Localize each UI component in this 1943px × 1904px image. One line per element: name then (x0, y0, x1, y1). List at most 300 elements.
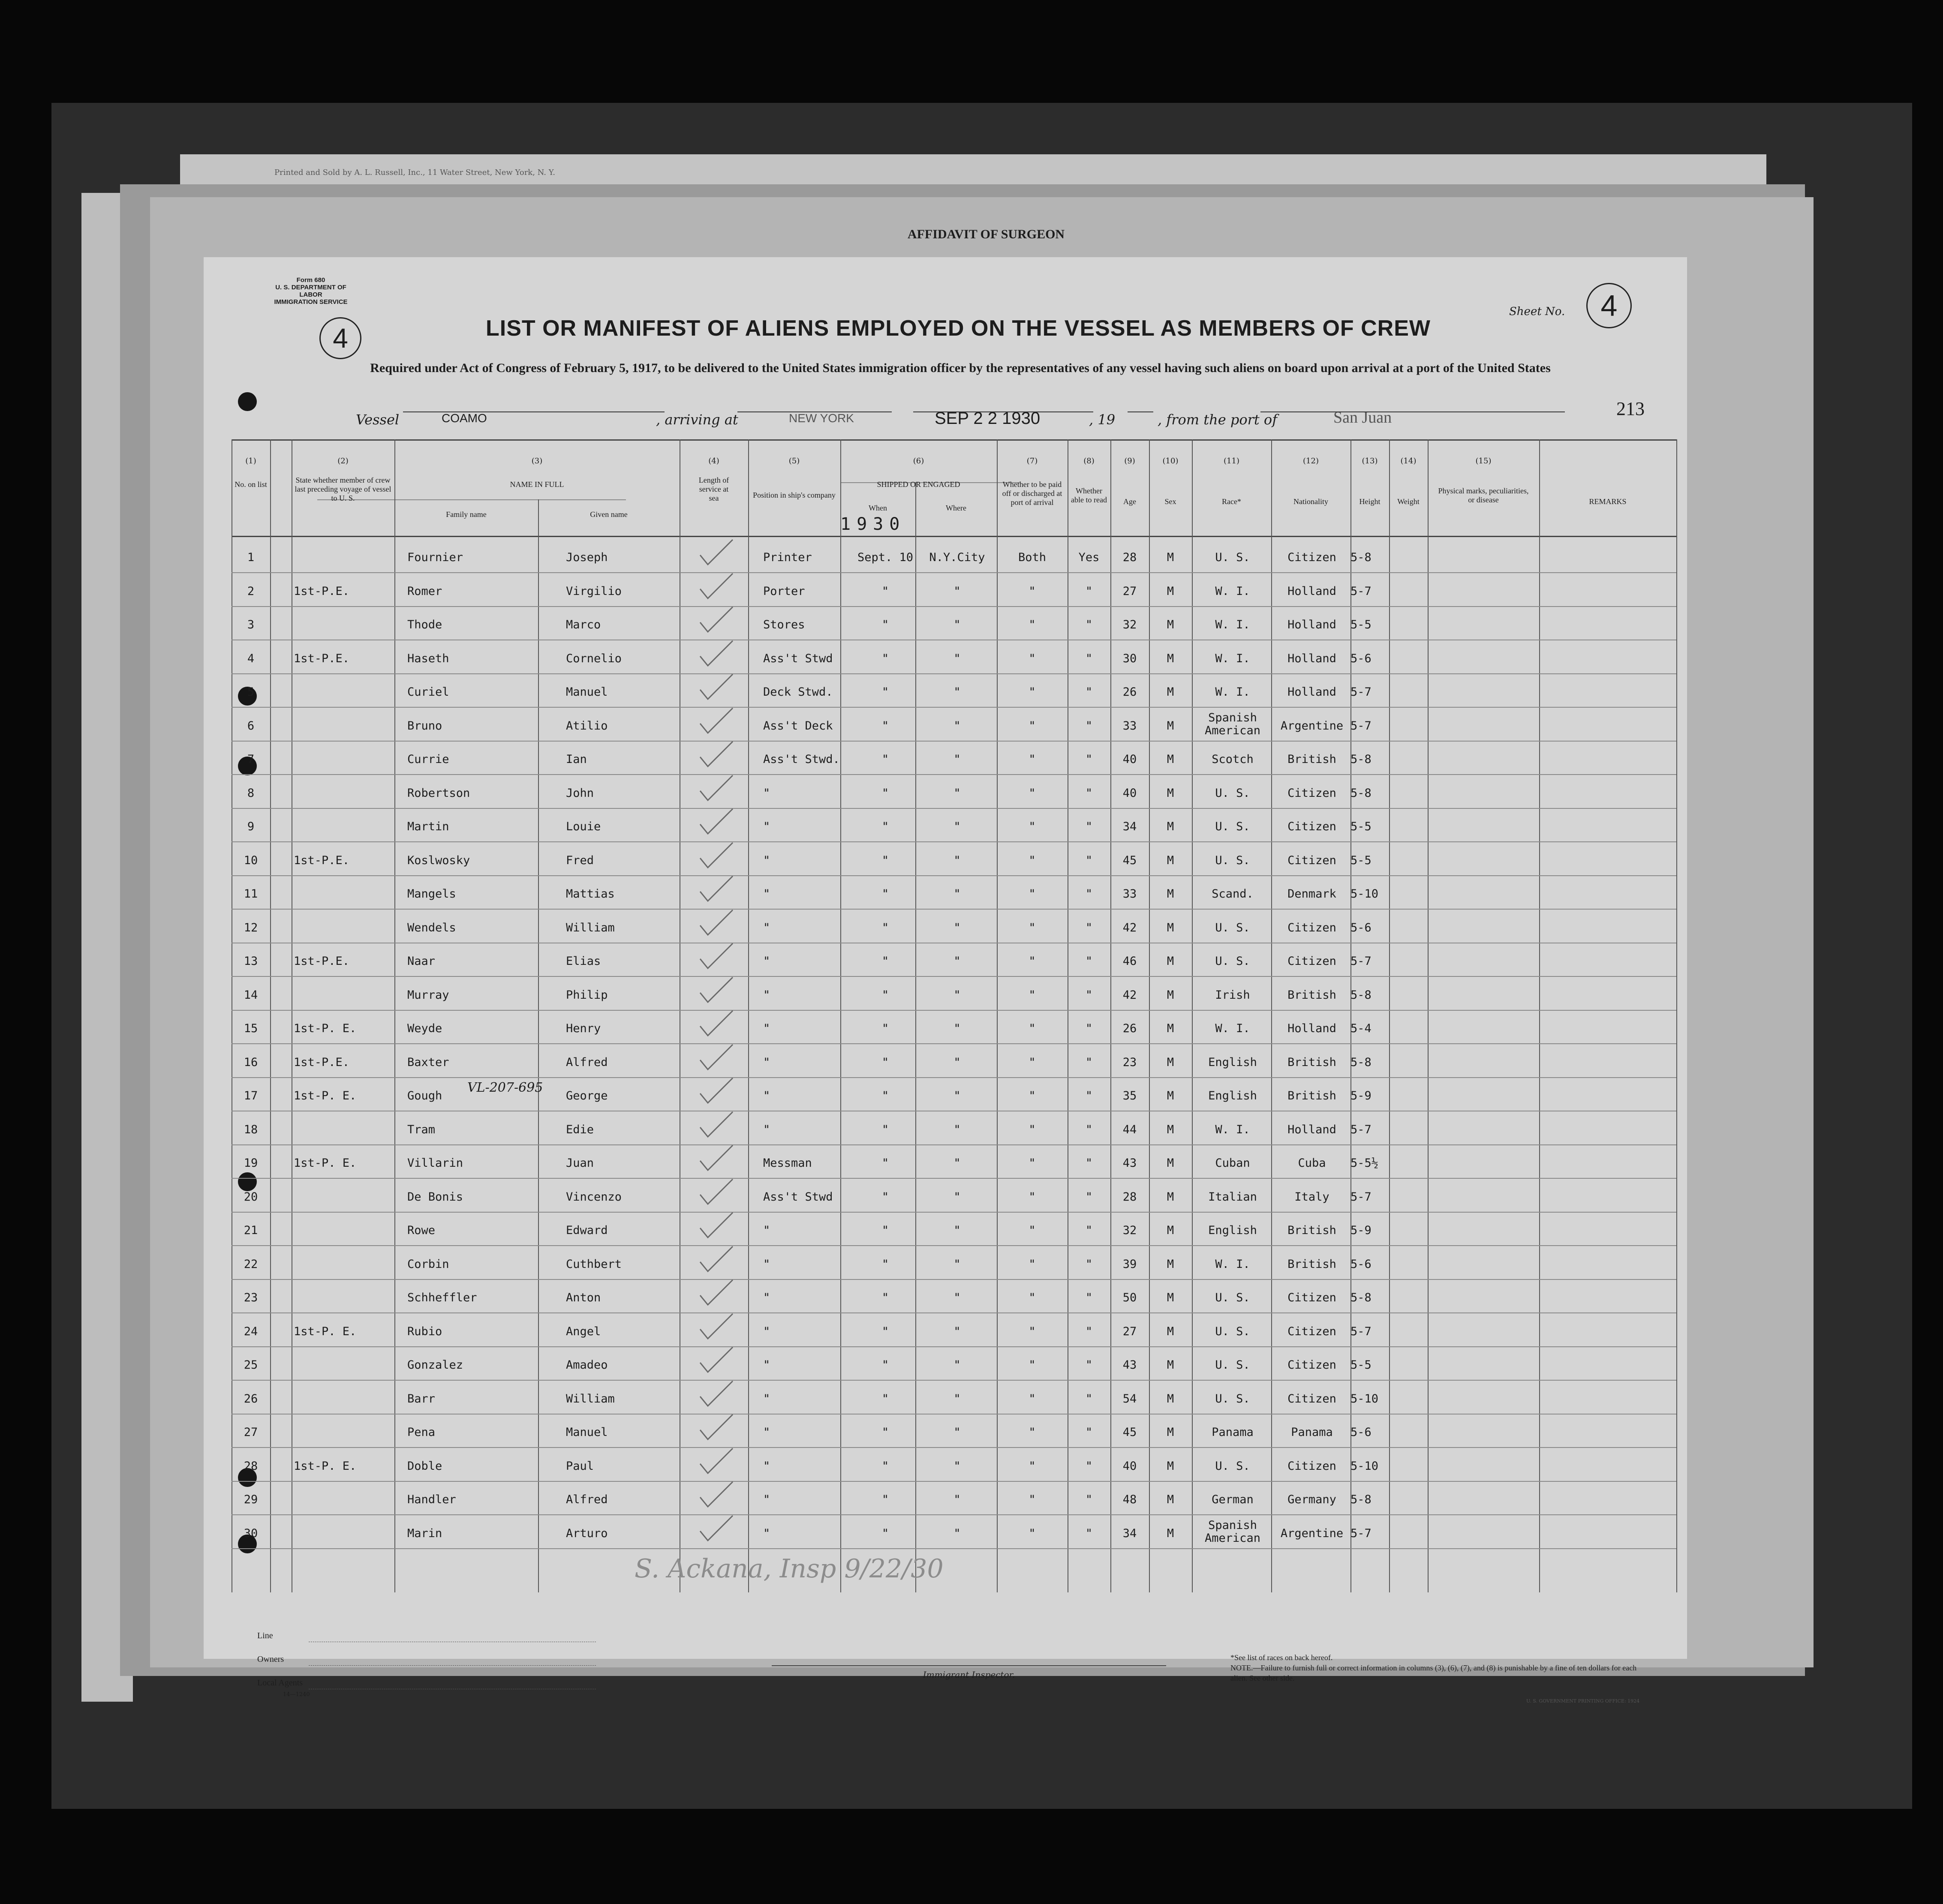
department: U. S. DEPARTMENT OF LABOR (275, 284, 346, 298)
cell-where: " (953, 1123, 961, 1136)
cell-paid: " (1029, 955, 1036, 968)
cell-age: 27 (1122, 584, 1137, 598)
cell-given: William (566, 1392, 615, 1405)
col-head-remarks: REMARKS (1589, 497, 1627, 506)
col-head-weight: Weight (1397, 497, 1420, 506)
cell-given: Fred (566, 853, 594, 867)
cell-race: W. I. (1215, 652, 1250, 665)
cell-position: Ass't Deck (763, 719, 833, 733)
cell-sex: M (1167, 1291, 1174, 1304)
cell-given: William (566, 921, 615, 934)
cell-sex: M (1167, 988, 1174, 1002)
cell-given: Cornelio (566, 652, 622, 665)
cell-nationality: British (1287, 1055, 1336, 1069)
handwritten-note: VL-207-695 (467, 1080, 543, 1095)
owners-underline (309, 1665, 596, 1666)
printer-line: Printed and Sold by A. L. Russell, Inc., 11 Water Street, New York, N. Y. (274, 168, 555, 177)
cell-family: Robertson (407, 786, 470, 800)
agents-code: 14—1240 (283, 1691, 310, 1698)
cell-where: " (953, 1022, 961, 1035)
page-number: 213 (1616, 398, 1645, 419)
cell-read: " (1085, 1224, 1093, 1237)
sheet-label: Sheet No. (1509, 305, 1565, 318)
check-mark-icon (697, 1379, 735, 1409)
cell-race: W. I. (1215, 584, 1250, 598)
cell-family: Handler (407, 1493, 456, 1506)
cell-sex: M (1167, 1089, 1174, 1102)
cell-paid: " (1029, 584, 1036, 598)
cell-read: " (1085, 584, 1093, 598)
cell-position: " (763, 1022, 770, 1035)
cell-given: Edie (566, 1123, 594, 1136)
cell-where: " (953, 1224, 961, 1237)
cell-when: " (881, 786, 889, 800)
cell-no: 12 (244, 921, 258, 934)
cell-race: W. I. (1215, 1022, 1250, 1035)
check-mark-icon (697, 774, 735, 804)
cell-height: 5-8 (1350, 1493, 1372, 1506)
col-number-9: (9) (1124, 456, 1135, 465)
cell-position: Ass't Stwd. (763, 753, 840, 766)
col-head-position: Position in ship's company (753, 491, 836, 499)
cell-nationality: Holland (1287, 685, 1336, 699)
cell-paid: " (1029, 1358, 1036, 1372)
cell-family: Naar (407, 955, 436, 968)
cell-when: " (881, 1324, 889, 1338)
cell-race: W. I. (1215, 685, 1250, 699)
sheet-mark-right: 4 (1586, 283, 1632, 328)
cell-where: " (953, 584, 961, 598)
header-bottom-rule (232, 536, 1676, 537)
cell-sex: M (1167, 652, 1174, 665)
col-rule (1149, 439, 1150, 1592)
cell-paid: " (1029, 1055, 1036, 1069)
cell-when: " (881, 584, 889, 598)
cell-nationality: Cuba (1298, 1156, 1326, 1170)
cell-no: 26 (244, 1392, 258, 1405)
check-mark-icon (697, 706, 735, 736)
row-rule (232, 1346, 1676, 1347)
cell-when: " (881, 1493, 889, 1506)
cell-position: " (763, 1324, 770, 1338)
cell-family: Wendels (407, 921, 456, 934)
cell-age: 28 (1122, 1190, 1137, 1204)
cell-race: U. S. (1215, 955, 1250, 968)
year-underline (1128, 411, 1153, 412)
col-head-nationality: Nationality (1293, 497, 1328, 506)
cell-race: U. S. (1215, 551, 1250, 564)
cell-nationality: British (1287, 1257, 1336, 1271)
cell-position: " (763, 820, 770, 833)
cell-family: Gough (407, 1089, 442, 1102)
cell-when: " (881, 1291, 889, 1304)
row-rule (232, 1481, 1676, 1482)
cell-height: 5-8 (1350, 551, 1372, 564)
row-rule (232, 1447, 1676, 1448)
cell-position: " (763, 1459, 770, 1473)
cell-height: 5-6 (1350, 921, 1372, 934)
cell-height: 5-5½ (1350, 1156, 1379, 1170)
cell-age: 34 (1122, 1526, 1137, 1540)
service: IMMIGRATION SERVICE (274, 298, 348, 306)
cell-race: Cuban (1215, 1156, 1250, 1170)
cell-age: 28 (1122, 551, 1137, 564)
cell-where: " (953, 820, 961, 833)
cell-sex: M (1167, 551, 1174, 564)
check-mark-icon (697, 807, 735, 837)
row-rule (232, 1212, 1676, 1213)
cell-height: 5-5 (1350, 618, 1372, 631)
cell-height: 5-6 (1350, 1426, 1372, 1439)
cell-race: U. S. (1215, 1358, 1250, 1372)
cell-family: Mangels (407, 887, 456, 901)
col-number-6: (6) (913, 456, 924, 465)
cell-no: 20 (244, 1190, 258, 1204)
cell-age: 46 (1122, 955, 1137, 968)
col-rule (997, 439, 998, 1592)
cell-no: 16 (244, 1055, 258, 1069)
cell-race: W. I. (1215, 618, 1250, 631)
cell-height: 5-10 (1350, 887, 1379, 901)
cell-age: 33 (1122, 887, 1137, 901)
row-rule (232, 741, 1676, 742)
cell-when: " (881, 719, 889, 733)
col-rule (1389, 439, 1390, 1592)
cell-nationality: Citizen (1287, 551, 1336, 564)
cell-status: 1st-P. E. (294, 1459, 357, 1473)
cell-where: N.Y.City (929, 551, 985, 564)
check-mark-icon (697, 1245, 735, 1275)
cell-given: Atilio (566, 719, 608, 733)
cell-family: Haseth (407, 652, 449, 665)
cell-no: 22 (244, 1257, 258, 1271)
cell-position: " (763, 1257, 770, 1271)
col-rule (1350, 439, 1351, 1592)
cell-position: Porter (763, 584, 805, 598)
col-number-3: (3) (531, 456, 543, 465)
punch-hole (238, 392, 257, 411)
col-head-age: Age (1123, 497, 1136, 506)
check-mark-icon (697, 1345, 735, 1375)
cell-nationality: Citizen (1287, 955, 1336, 968)
cell-where: " (953, 988, 961, 1002)
col-head-when: When (869, 504, 887, 512)
cell-read: Yes (1078, 551, 1100, 564)
col-rule (538, 499, 539, 1592)
col-head-height: Height (1359, 497, 1381, 506)
cell-position: Stores (763, 618, 805, 631)
col-head-where: Where (946, 504, 966, 512)
cell-height: 5-7 (1350, 1123, 1372, 1136)
cell-sex: M (1167, 955, 1174, 968)
cell-where: " (953, 618, 961, 631)
cell-no: 24 (244, 1324, 258, 1338)
page-title: LIST OR MANIFEST OF ALIENS EMPLOYED ON THE VESSEL AS MEMBERS OF CREW (486, 316, 1431, 341)
col-number-14: (14) (1400, 456, 1417, 465)
cell-paid: " (1029, 1291, 1036, 1304)
check-mark-icon (697, 874, 735, 904)
cell-race: Panama (1212, 1426, 1254, 1439)
arrival-date-stamp: SEP 2 2 1930 (935, 409, 1041, 428)
cell-race: Spanish American (1204, 1518, 1261, 1545)
col-rule (1428, 439, 1429, 1592)
col-number-4: (4) (708, 456, 719, 465)
cell-family: Baxter (407, 1055, 449, 1069)
check-mark-icon (697, 1447, 735, 1477)
cell-read: " (1085, 1156, 1093, 1170)
check-mark-icon (697, 740, 735, 770)
row-rule (232, 606, 1676, 607)
cell-paid: Both (1018, 551, 1047, 564)
cell-where: " (953, 719, 961, 733)
cell-where: " (953, 1493, 961, 1506)
cell-given: Alfred (566, 1055, 608, 1069)
cell-race: U. S. (1215, 1324, 1250, 1338)
cell-position: " (763, 1055, 770, 1069)
cell-position: " (763, 1358, 770, 1372)
cell-no: 19 (244, 1156, 258, 1170)
cell-race: English (1208, 1224, 1257, 1237)
cell-where: " (953, 1156, 961, 1170)
cell-read: " (1085, 1493, 1093, 1506)
cell-paid: " (1029, 1392, 1036, 1405)
cell-age: 23 (1122, 1055, 1137, 1069)
cell-position: " (763, 786, 770, 800)
footnote (1230, 1652, 1642, 1683)
cell-nationality: Citizen (1287, 1392, 1336, 1405)
cell-age: 44 (1122, 1123, 1137, 1136)
cell-when: Sept. 10 (857, 551, 914, 564)
cell-where: " (953, 1257, 961, 1271)
cell-height: 5-5 (1350, 1358, 1372, 1372)
cell-when: " (881, 1459, 889, 1473)
cell-no: 5 (247, 685, 255, 699)
cell-height: 5-5 (1350, 853, 1372, 867)
cell-race: U. S. (1215, 921, 1250, 934)
cell-position: " (763, 1392, 770, 1405)
subtitle: Required under Act of Congress of February 5, 1917, to be delivered to the United States immigration officer by the representatives of any vessel having such aliens on board upon arrival at a port of the United States (370, 361, 1551, 375)
row-rule (232, 808, 1676, 809)
cell-given: Angel (566, 1324, 601, 1338)
cell-age: 26 (1122, 685, 1137, 699)
cell-sex: M (1167, 1123, 1174, 1136)
col-rule (1539, 439, 1540, 1592)
cell-given: George (566, 1089, 608, 1102)
col-head-physical: Physical marks, peculiarities, or disease (1438, 487, 1529, 504)
arriving-at: NEW YORK (789, 411, 854, 425)
cell-given: Virgilio (566, 584, 622, 598)
cell-nationality: Denmark (1287, 887, 1336, 901)
col-head-family: Family name (446, 510, 487, 519)
cell-status: 1st-P. E. (294, 1022, 357, 1035)
cell-race: English (1208, 1055, 1257, 1069)
cell-race: U. S. (1215, 786, 1250, 800)
cell-age: 27 (1122, 1324, 1137, 1338)
row-rule (232, 1312, 1676, 1313)
cell-no: 8 (247, 786, 255, 800)
cell-age: 54 (1122, 1392, 1137, 1405)
check-mark-icon (697, 1211, 735, 1241)
cell-nationality: British (1287, 753, 1336, 766)
check-mark-icon (697, 1076, 735, 1106)
cell-nationality: Germany (1287, 1493, 1336, 1506)
check-mark-icon (697, 605, 735, 635)
date-underline (913, 411, 1093, 412)
col-number-10: (10) (1162, 456, 1179, 465)
col-number-8: (8) (1083, 456, 1095, 465)
cell-where: " (953, 786, 961, 800)
col-number-11: (11) (1224, 456, 1239, 465)
cell-read: " (1085, 820, 1093, 833)
cell-where: " (953, 1526, 961, 1540)
row-rule (232, 1077, 1676, 1078)
cell-position: Deck Stwd. (763, 685, 833, 699)
cell-given: Elias (566, 955, 601, 968)
cell-race: Scotch (1212, 753, 1254, 766)
cell-when: " (881, 753, 889, 766)
cell-position: " (763, 921, 770, 934)
col-rule (1192, 439, 1193, 1592)
cell-sex: M (1167, 1190, 1174, 1204)
cell-status: 1st-P.E. (294, 1055, 350, 1069)
cell-family: Rowe (407, 1224, 436, 1237)
cell-given: Joseph (566, 551, 608, 564)
cell-paid: " (1029, 1123, 1036, 1136)
cell-race: Scand. (1212, 887, 1254, 901)
cell-no: 11 (244, 887, 258, 901)
row-rule (232, 976, 1676, 977)
cell-no: 6 (247, 719, 255, 733)
cell-when: " (881, 1089, 889, 1102)
cell-status: 1st-P.E. (294, 584, 350, 598)
cell-no: 4 (247, 652, 255, 665)
cell-age: 40 (1122, 753, 1137, 766)
check-mark-icon (697, 976, 735, 1006)
form-number: Form 680 (296, 276, 325, 284)
cell-nationality: British (1287, 1224, 1336, 1237)
cell-race: W. I. (1215, 1123, 1250, 1136)
cell-position: " (763, 853, 770, 867)
check-mark-icon (697, 572, 735, 602)
cell-position: " (763, 1493, 770, 1506)
cell-age: 45 (1122, 1426, 1137, 1439)
cell-paid: " (1029, 618, 1036, 631)
cell-read: " (1085, 1324, 1093, 1338)
cell-paid: " (1029, 1257, 1036, 1271)
port-underline (1260, 411, 1565, 412)
cell-sex: M (1167, 887, 1174, 901)
cell-read: " (1085, 988, 1093, 1002)
cell-race: Italian (1208, 1190, 1257, 1204)
cell-paid: " (1029, 1156, 1036, 1170)
cell-read: " (1085, 618, 1093, 631)
cell-height: 5-8 (1350, 1291, 1372, 1304)
cell-read: " (1085, 1257, 1093, 1271)
cell-given: Arturo (566, 1526, 608, 1540)
cell-when: " (881, 921, 889, 934)
cell-race: German (1212, 1493, 1254, 1506)
cell-height: 5-8 (1350, 988, 1372, 1002)
cell-read: " (1085, 685, 1093, 699)
check-mark-icon (697, 942, 735, 972)
cell-height: 5-7 (1350, 685, 1372, 699)
cell-when: " (881, 820, 889, 833)
row-rule (232, 1043, 1676, 1044)
arriving-label: , arriving at (656, 411, 738, 428)
cell-when: " (881, 988, 889, 1002)
col-number-5: (5) (788, 456, 800, 465)
cell-given: Alfred (566, 1493, 608, 1506)
cell-family: Murray (407, 988, 449, 1002)
cell-given: Henry (566, 1022, 601, 1035)
cell-paid: " (1029, 1089, 1036, 1102)
cell-given: Paul (566, 1459, 594, 1473)
cell-paid: " (1029, 1224, 1036, 1237)
check-mark-icon (697, 1480, 735, 1510)
cell-no: 3 (247, 618, 255, 631)
cell-position: " (763, 1224, 770, 1237)
cell-nationality: Citizen (1287, 1358, 1336, 1372)
cell-sex: M (1167, 1358, 1174, 1372)
cell-no: 29 (244, 1493, 258, 1506)
col-number-13: (13) (1362, 456, 1378, 465)
cell-nationality: Italy (1294, 1190, 1329, 1204)
cell-family: Doble (407, 1459, 442, 1473)
arriving-underline (737, 411, 892, 412)
cell-read: " (1085, 1022, 1093, 1035)
cell-height: 5-6 (1350, 1257, 1372, 1271)
cell-position: " (763, 955, 770, 968)
vessel-label: Vessel (356, 411, 400, 428)
cell-read: " (1085, 1392, 1093, 1405)
cell-nationality: British (1287, 1089, 1336, 1102)
row-rule (232, 1245, 1676, 1246)
cell-family: Curiel (407, 685, 449, 699)
cell-nationality: Panama (1291, 1426, 1333, 1439)
crew-manifest-table (232, 439, 1676, 1592)
cell-paid: " (1029, 1190, 1036, 1204)
cell-nationality: Argentine (1280, 719, 1344, 733)
cell-where: " (953, 1426, 961, 1439)
cell-family: Fournier (407, 551, 463, 564)
row-rule (232, 1010, 1676, 1011)
cell-age: 32 (1122, 618, 1137, 631)
row-rule (232, 774, 1676, 775)
cell-nationality: Citizen (1287, 1459, 1336, 1473)
cell-height: 5-7 (1350, 584, 1372, 598)
col-rule (1110, 439, 1111, 1592)
row-rule (232, 1380, 1676, 1381)
cell-sex: M (1167, 753, 1174, 766)
col-head-name: NAME IN FULL (510, 480, 564, 489)
cell-where: " (953, 1190, 961, 1204)
cell-family: Barr (407, 1392, 436, 1405)
cell-position: Ass't Stwd (763, 652, 833, 665)
check-mark-icon (697, 1514, 735, 1544)
cell-position: " (763, 1426, 770, 1439)
cell-age: 26 (1122, 1022, 1137, 1035)
cell-paid: " (1029, 887, 1036, 901)
cell-paid: " (1029, 786, 1036, 800)
cell-sex: M (1167, 1022, 1174, 1035)
cell-nationality: Holland (1287, 1123, 1336, 1136)
cell-race: Spanish American (1204, 711, 1261, 737)
cell-read: " (1085, 1358, 1093, 1372)
cell-given: Juan (566, 1156, 594, 1170)
cell-sex: M (1167, 1156, 1174, 1170)
cell-height: 5-7 (1350, 1324, 1372, 1338)
check-mark-icon (697, 673, 735, 703)
